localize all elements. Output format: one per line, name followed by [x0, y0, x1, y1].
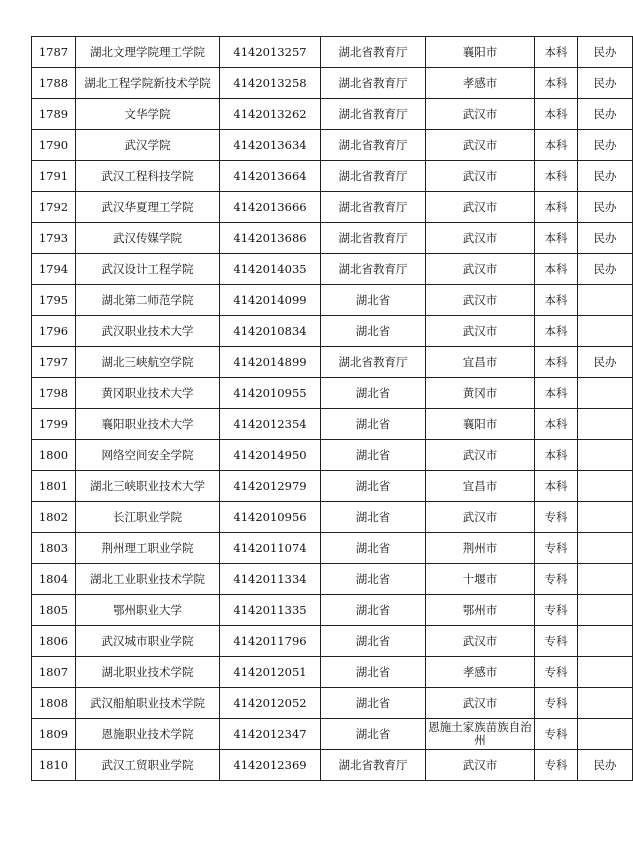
location-cell: 武汉市 [426, 254, 535, 285]
level-cell: 本科 [535, 130, 578, 161]
authority-cell: 湖北省 [321, 471, 426, 502]
location-cell: 襄阳市 [426, 37, 535, 68]
school-name-cell: 武汉传媒学院 [76, 223, 220, 254]
school-code-cell: 4142013666 [220, 192, 321, 223]
authority-cell: 湖北省 [321, 502, 426, 533]
serial-number-cell: 1793 [32, 223, 76, 254]
level-cell: 本科 [535, 68, 578, 99]
authority-cell: 湖北省 [321, 626, 426, 657]
school-code-cell: 4142011334 [220, 564, 321, 595]
authority-cell: 湖北省 [321, 688, 426, 719]
school-name-cell: 武汉工程科技学院 [76, 161, 220, 192]
table-row [32, 564, 633, 595]
school-name-cell: 湖北第二师范学院 [76, 285, 220, 316]
table-row [32, 750, 633, 781]
authority-cell: 湖北省教育厅 [321, 347, 426, 378]
table-row [32, 68, 633, 99]
school-code-cell: 4142012052 [220, 688, 321, 719]
authority-cell: 湖北省 [321, 533, 426, 564]
remarks-cell: 民办 [578, 130, 633, 161]
serial-number-cell: 1787 [32, 37, 76, 68]
authority-cell: 湖北省 [321, 595, 426, 626]
authority-cell: 湖北省教育厅 [321, 192, 426, 223]
location-cell: 武汉市 [426, 223, 535, 254]
table-row [32, 502, 633, 533]
location-cell: 恩施土家族苗族自治州 [426, 719, 535, 750]
school-name-cell: 武汉城市职业学院 [76, 626, 220, 657]
school-name-cell: 湖北三峡职业技术大学 [76, 471, 220, 502]
table-row [32, 595, 633, 626]
remarks-cell [578, 595, 633, 626]
school-name-cell: 黄冈职业技术大学 [76, 378, 220, 409]
table-row [32, 254, 633, 285]
table-row [32, 626, 633, 657]
authority-cell: 湖北省教育厅 [321, 99, 426, 130]
authority-cell: 湖北省 [321, 316, 426, 347]
school-name-cell: 网络空间安全学院 [76, 440, 220, 471]
authority-cell: 湖北省 [321, 564, 426, 595]
serial-number-cell: 1803 [32, 533, 76, 564]
remarks-cell: 民办 [578, 254, 633, 285]
table-row [32, 688, 633, 719]
table-row [32, 99, 633, 130]
level-cell: 本科 [535, 316, 578, 347]
level-cell: 本科 [535, 37, 578, 68]
level-cell: 专科 [535, 719, 578, 750]
school-name-cell: 武汉华夏理工学院 [76, 192, 220, 223]
level-cell: 本科 [535, 99, 578, 130]
location-cell: 武汉市 [426, 99, 535, 130]
location-cell: 武汉市 [426, 192, 535, 223]
school-name-cell: 武汉设计工程学院 [76, 254, 220, 285]
location-cell: 武汉市 [426, 161, 535, 192]
remarks-cell [578, 285, 633, 316]
school-code-cell: 4142012979 [220, 471, 321, 502]
serial-number-cell: 1809 [32, 719, 76, 750]
serial-number-cell: 1794 [32, 254, 76, 285]
school-code-cell: 4142014950 [220, 440, 321, 471]
serial-number-cell: 1788 [32, 68, 76, 99]
remarks-cell: 民办 [578, 37, 633, 68]
serial-number-cell: 1790 [32, 130, 76, 161]
school-code-cell: 4142013257 [220, 37, 321, 68]
school-name-cell: 武汉工贸职业学院 [76, 750, 220, 781]
table-row [32, 37, 633, 68]
location-cell: 武汉市 [426, 750, 535, 781]
school-name-cell: 武汉职业技术大学 [76, 316, 220, 347]
location-cell: 武汉市 [426, 626, 535, 657]
serial-number-cell: 1795 [32, 285, 76, 316]
authority-cell: 湖北省教育厅 [321, 161, 426, 192]
level-cell: 专科 [535, 688, 578, 719]
school-code-cell: 4142013664 [220, 161, 321, 192]
location-cell: 孝感市 [426, 657, 535, 688]
table-body [32, 37, 633, 781]
location-cell: 十堰市 [426, 564, 535, 595]
serial-number-cell: 1798 [32, 378, 76, 409]
table-row [32, 533, 633, 564]
school-code-cell: 4142011796 [220, 626, 321, 657]
serial-number-cell: 1792 [32, 192, 76, 223]
remarks-cell: 民办 [578, 223, 633, 254]
table-row [32, 192, 633, 223]
remarks-cell: 民办 [578, 192, 633, 223]
level-cell: 本科 [535, 161, 578, 192]
school-name-cell: 湖北工业职业技术学院 [76, 564, 220, 595]
location-cell: 黄冈市 [426, 378, 535, 409]
authority-cell: 湖北省 [321, 440, 426, 471]
school-name-cell: 襄阳职业技术大学 [76, 409, 220, 440]
serial-number-cell: 1789 [32, 99, 76, 130]
serial-number-cell: 1799 [32, 409, 76, 440]
school-name-cell: 武汉船舶职业技术学院 [76, 688, 220, 719]
table-row [32, 378, 633, 409]
authority-cell: 湖北省教育厅 [321, 130, 426, 161]
authority-cell: 湖北省教育厅 [321, 37, 426, 68]
university-table [31, 36, 633, 781]
school-name-cell: 长江职业学院 [76, 502, 220, 533]
remarks-cell [578, 719, 633, 750]
level-cell: 本科 [535, 409, 578, 440]
remarks-cell [578, 657, 633, 688]
school-name-cell: 文华学院 [76, 99, 220, 130]
authority-cell: 湖北省教育厅 [321, 254, 426, 285]
serial-number-cell: 1806 [32, 626, 76, 657]
school-name-cell: 荆州理工职业学院 [76, 533, 220, 564]
authority-cell: 湖北省教育厅 [321, 223, 426, 254]
level-cell: 本科 [535, 192, 578, 223]
serial-number-cell: 1808 [32, 688, 76, 719]
remarks-cell [578, 471, 633, 502]
authority-cell: 湖北省教育厅 [321, 68, 426, 99]
school-code-cell: 4142010955 [220, 378, 321, 409]
level-cell: 本科 [535, 471, 578, 502]
school-code-cell: 4142010834 [220, 316, 321, 347]
serial-number-cell: 1810 [32, 750, 76, 781]
location-cell: 武汉市 [426, 316, 535, 347]
level-cell: 专科 [535, 533, 578, 564]
level-cell: 本科 [535, 223, 578, 254]
school-code-cell: 4142014899 [220, 347, 321, 378]
level-cell: 专科 [535, 502, 578, 533]
school-code-cell: 4142014099 [220, 285, 321, 316]
level-cell: 本科 [535, 440, 578, 471]
location-cell: 武汉市 [426, 688, 535, 719]
serial-number-cell: 1805 [32, 595, 76, 626]
school-name-cell: 湖北职业技术学院 [76, 657, 220, 688]
serial-number-cell: 1800 [32, 440, 76, 471]
school-name-cell: 鄂州职业大学 [76, 595, 220, 626]
serial-number-cell: 1791 [32, 161, 76, 192]
school-code-cell: 4142014035 [220, 254, 321, 285]
table-row [32, 316, 633, 347]
remarks-cell: 民办 [578, 99, 633, 130]
authority-cell: 湖北省 [321, 409, 426, 440]
remarks-cell [578, 409, 633, 440]
school-name-cell: 湖北文理学院理工学院 [76, 37, 220, 68]
school-code-cell: 4142013686 [220, 223, 321, 254]
table-row [32, 440, 633, 471]
school-name-cell: 武汉学院 [76, 130, 220, 161]
school-code-cell: 4142013258 [220, 68, 321, 99]
authority-cell: 湖北省 [321, 285, 426, 316]
location-cell: 武汉市 [426, 285, 535, 316]
serial-number-cell: 1797 [32, 347, 76, 378]
school-code-cell: 4142011074 [220, 533, 321, 564]
school-code-cell: 4142012347 [220, 719, 321, 750]
school-code-cell: 4142012051 [220, 657, 321, 688]
serial-number-cell: 1802 [32, 502, 76, 533]
serial-number-cell: 1801 [32, 471, 76, 502]
school-code-cell: 4142010956 [220, 502, 321, 533]
location-cell: 武汉市 [426, 502, 535, 533]
school-code-cell: 4142012354 [220, 409, 321, 440]
location-cell: 鄂州市 [426, 595, 535, 626]
serial-number-cell: 1807 [32, 657, 76, 688]
table-row [32, 161, 633, 192]
remarks-cell: 民办 [578, 161, 633, 192]
table-row [32, 223, 633, 254]
remarks-cell: 民办 [578, 347, 633, 378]
school-code-cell: 4142011335 [220, 595, 321, 626]
level-cell: 专科 [535, 564, 578, 595]
school-code-cell: 4142013634 [220, 130, 321, 161]
school-code-cell: 4142013262 [220, 99, 321, 130]
authority-cell: 湖北省 [321, 378, 426, 409]
table-row [32, 285, 633, 316]
remarks-cell [578, 688, 633, 719]
level-cell: 本科 [535, 254, 578, 285]
location-cell: 宜昌市 [426, 471, 535, 502]
level-cell: 专科 [535, 750, 578, 781]
school-name-cell: 湖北三峡航空学院 [76, 347, 220, 378]
location-cell: 荆州市 [426, 533, 535, 564]
table-row [32, 471, 633, 502]
level-cell: 本科 [535, 285, 578, 316]
table-row [32, 657, 633, 688]
serial-number-cell: 1796 [32, 316, 76, 347]
authority-cell: 湖北省 [321, 719, 426, 750]
school-code-cell: 4142012369 [220, 750, 321, 781]
location-cell: 孝感市 [426, 68, 535, 99]
remarks-cell [578, 564, 633, 595]
level-cell: 本科 [535, 347, 578, 378]
table-row [32, 719, 633, 750]
remarks-cell [578, 440, 633, 471]
level-cell: 本科 [535, 378, 578, 409]
authority-cell: 湖北省教育厅 [321, 750, 426, 781]
location-cell: 武汉市 [426, 440, 535, 471]
level-cell: 专科 [535, 595, 578, 626]
serial-number-cell: 1804 [32, 564, 76, 595]
remarks-cell: 民办 [578, 750, 633, 781]
remarks-cell [578, 533, 633, 564]
location-cell: 襄阳市 [426, 409, 535, 440]
remarks-cell [578, 626, 633, 657]
location-cell: 宜昌市 [426, 347, 535, 378]
level-cell: 专科 [535, 626, 578, 657]
authority-cell: 湖北省 [321, 657, 426, 688]
table-row [32, 409, 633, 440]
remarks-cell: 民办 [578, 68, 633, 99]
school-name-cell: 湖北工程学院新技术学院 [76, 68, 220, 99]
remarks-cell [578, 378, 633, 409]
remarks-cell [578, 316, 633, 347]
table-row [32, 130, 633, 161]
school-name-cell: 恩施职业技术学院 [76, 719, 220, 750]
remarks-cell [578, 502, 633, 533]
level-cell: 专科 [535, 657, 578, 688]
table-row [32, 347, 633, 378]
location-cell: 武汉市 [426, 130, 535, 161]
